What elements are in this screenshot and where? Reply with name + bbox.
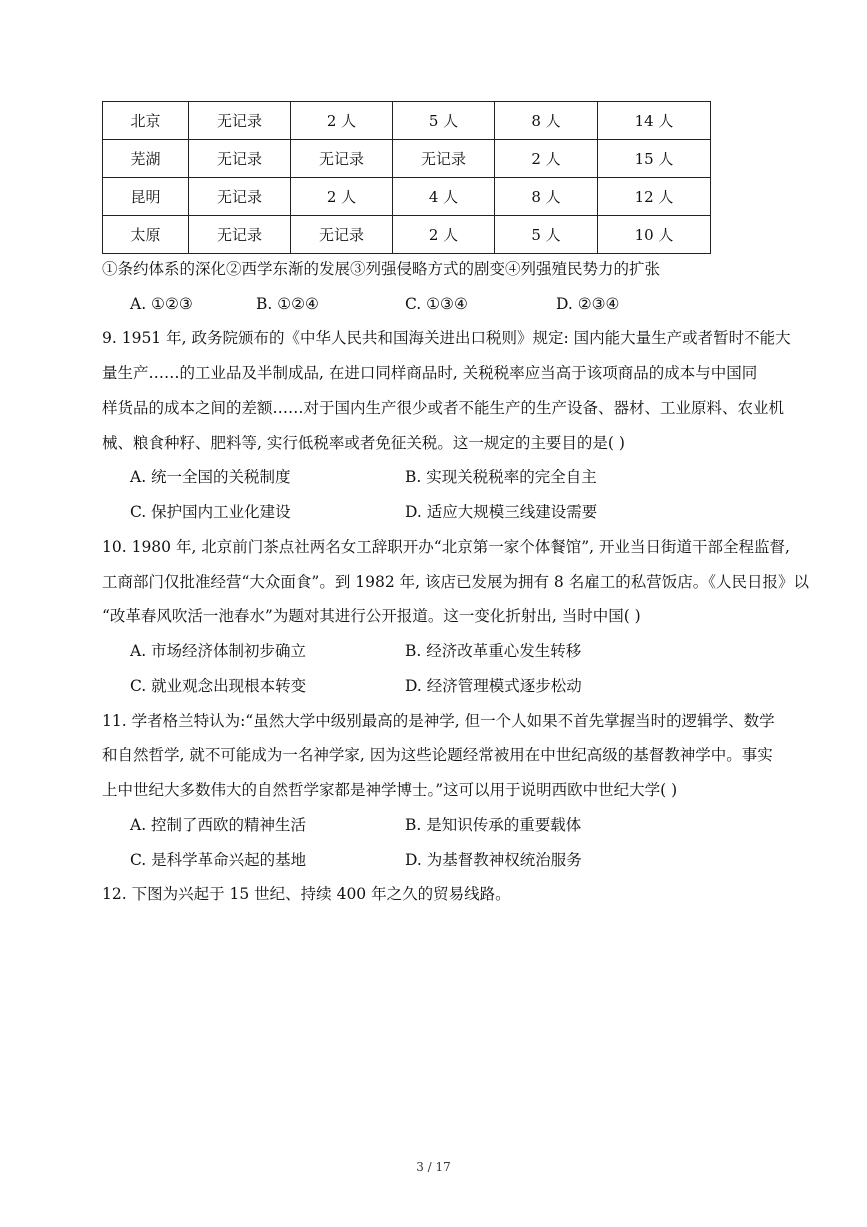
- table-cell: 无记录: [189, 140, 291, 178]
- q11-option-c[interactable]: C. 是科学革命兴起的基地: [130, 851, 307, 869]
- q10-option-c[interactable]: C. 就业观念出现根本转变: [130, 677, 307, 695]
- q8-option-a[interactable]: A. ①②③: [130, 295, 193, 313]
- q10-text-line: 工商部门仅批准经营“大众面食”。到 1982 年, 该店已发展为拥有 8 名雇工的私营饭店。《人民日报》以: [102, 573, 809, 591]
- q9-option-b[interactable]: B. 实现关税税率的完全自主: [405, 468, 597, 486]
- table-cell: 5 人: [495, 216, 598, 254]
- q9-text-line: 样货品的成本之间的差额……对于国内生产很少或者不能生产的生产设备、器材、工业原料、农业机: [102, 399, 785, 417]
- table-cell: 2 人: [291, 178, 393, 216]
- table-row: [103, 178, 711, 216]
- q9-option-d[interactable]: D. 适应大规模三线建设需要: [405, 503, 598, 521]
- q11-option-a[interactable]: A. 控制了西欧的精神生活: [130, 816, 307, 834]
- q9-option-c[interactable]: C. 保护国内工业化建设: [130, 503, 291, 521]
- q11-text-line: 和自然哲学, 就不可能成为一名神学家, 因为这些论题经常被用在中世纪高级的基督教神学中。事实: [102, 746, 773, 764]
- city-cell: 太原: [103, 216, 189, 254]
- q9-option-a[interactable]: A. 统一全国的关税制度: [130, 468, 291, 486]
- q10-option-a[interactable]: A. 市场经济体制初步确立: [130, 642, 307, 660]
- table-cell: 8 人: [495, 178, 598, 216]
- city-cell: 芜湖: [103, 140, 189, 178]
- q8-option-c[interactable]: C. ①③④: [405, 295, 468, 313]
- table-cell: 5 人: [393, 102, 495, 140]
- table-cell: 无记录: [189, 216, 291, 254]
- q10-option-b[interactable]: B. 经济改革重心发生转移: [405, 642, 582, 660]
- table-cell: 14 人: [598, 102, 711, 140]
- statistics-table: [102, 101, 711, 254]
- q11-text-line: 11. 学者格兰特认为:“虽然大学中级别最高的是神学, 但一个人如果不首先掌握当时的逻辑学、数学: [102, 712, 775, 730]
- table-cell: 4 人: [393, 178, 495, 216]
- table-cell: 2 人: [495, 140, 598, 178]
- q10-option-d[interactable]: D. 经济管理模式逐步松动: [405, 677, 582, 695]
- table-cell: 无记录: [291, 216, 393, 254]
- q12-text-line: 12. 下图为兴起于 15 世纪、持续 400 年之久的贸易线路。: [102, 885, 511, 903]
- page-number: 3 / 17: [416, 1160, 451, 1174]
- table-cell: 无记录: [189, 102, 291, 140]
- table-row: [103, 102, 711, 140]
- table-row: [103, 216, 711, 254]
- q9-text-line: 9. 1951 年, 政务院颁布的《中华人民共和国海关进出口税则》规定: 国内能大量生产或者暂时不能大: [102, 329, 791, 347]
- table-row: [103, 140, 711, 178]
- q10-text-line: “改革春风吹活一池春水”为题对其进行公开报道。这一变化折射出, 当时中国( ): [102, 607, 641, 625]
- q11-text-line: 上中世纪大多数伟大的自然哲学家都是神学博士。”这可以用于说明西欧中世纪大学( ): [102, 781, 678, 799]
- q10-text-line: 10. 1980 年, 北京前门茶点社两名女工辞职开办“北京第一家个体餐馆”, 开业当日街道干部全程监督,: [102, 538, 790, 556]
- table-cell: 2 人: [393, 216, 495, 254]
- q9-text-line: 量生产……的工业品及半制成品, 在进口同样商品时, 关税税率应当高于该项商品的成本与中国同: [102, 364, 758, 382]
- q8-statements: ①条约体系的深化②西学东渐的发展③列强侵略方式的剧变④列强殖民势力的扩张: [102, 260, 661, 278]
- table-cell: 2 人: [291, 102, 393, 140]
- q8-option-d[interactable]: D. ②③④: [556, 295, 620, 313]
- q8-option-b[interactable]: B. ①②④: [256, 295, 319, 313]
- table-cell: 12 人: [598, 178, 711, 216]
- q11-option-d[interactable]: D. 为基督教神权统治服务: [405, 851, 582, 869]
- table-cell: 10 人: [598, 216, 711, 254]
- table-cell: 无记录: [189, 178, 291, 216]
- q9-text-line: 械、粮食种籽、肥料等, 实行低税率或者免征关税。这一规定的主要目的是( ): [102, 434, 625, 452]
- table-cell: 无记录: [393, 140, 495, 178]
- table-cell: 15 人: [598, 140, 711, 178]
- q11-option-b[interactable]: B. 是知识传承的重要载体: [405, 816, 582, 834]
- city-cell: 北京: [103, 102, 189, 140]
- table-cell: 无记录: [291, 140, 393, 178]
- city-cell: 昆明: [103, 178, 189, 216]
- table-cell: 8 人: [495, 102, 598, 140]
